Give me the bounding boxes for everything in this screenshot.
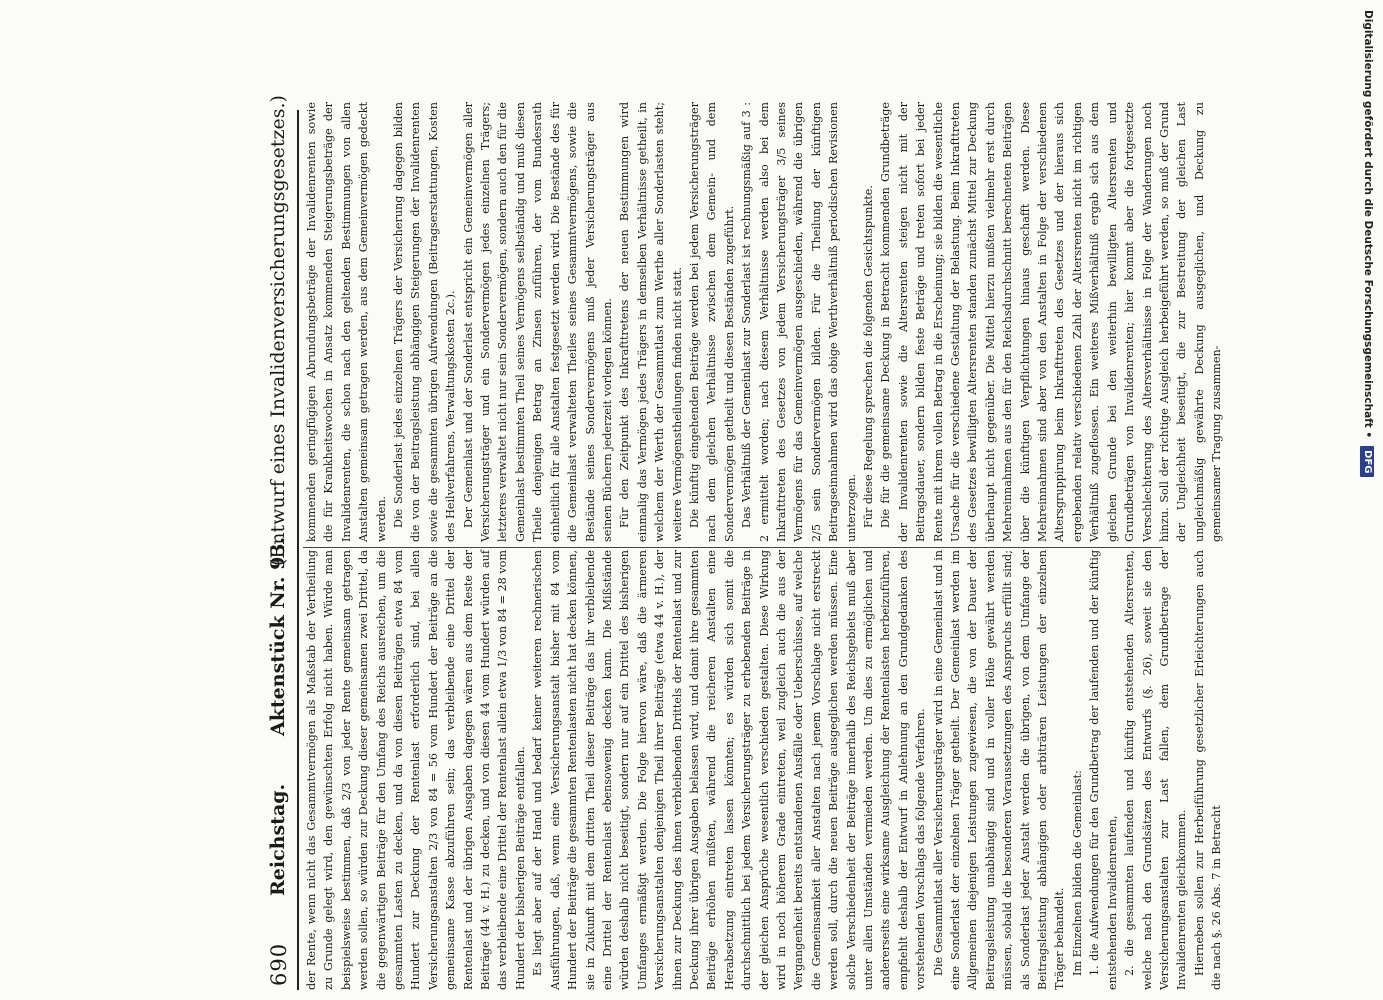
paragraph: Die Gesammtlast aller Versicherungsträger wird in eine Gemeinlast und in eine Sonderlast der einzelnen Träger getheilt. Der Gemeinlast werden im Allgemeinen diejenigen Leistungen zugewiesen, die von der Dauer der Beitragsleistung unabhängig sind und in voller Höhe gewährt werden müssen, sobald die besonderen Voraussetzungen des Anspruchs erfüllt sind; als Sonderlast jeder Anstalt werden die übrigen, von dem Umfange der Beitragsleistung abhängigen oder arbiträren Leistungen der einzelnen Träger behandelt. bbox=[931, 550, 1067, 990]
rotated-page-content bbox=[191, 0, 1224, 1000]
header-right-title: (Entwurf eines Invalidenversicherungsgesetzes.) bbox=[267, 95, 289, 566]
page-header bbox=[267, 95, 295, 986]
header-rule bbox=[297, 110, 299, 990]
paragraph: der Rente, wenn nicht das Gesammtvermögen als Maßstab der Vertheilung zu Grunde gelegt wird, den gewünschten Erfolg nicht haben. Würde man beispielsweise bestimmen, daß 2/3 von jeder Rente gemeinsam getragen werden sollen, so würden zur Deckung dieser gemeinsamen zwei Drittel, da die gegenwärtigen Beiträge für den Umfang des Reichs ausreichen, um die gesammten Lasten zu decken, und da von diesen Beiträgen etwa 84 vom Hundert zur Deckung der Rentenlast erforderlich sind, bei allen Versicherungsanstalten 2/3 von 84 = 56 vom Hundert der Beiträge an die gemeinsame Kasse abzuführen sein; das verbleibende eine Drittel der Rentenlast und der übrigen Ausgaben dagegen wären aus dem Reste der Beiträge (44 v. H.) zu decken, und von diesen 44 vom Hundert würden auf das verbleibende eine Drittel der Rentenlast allein etwa 1/3 von 84 = 28 vom Hundert der bisherigen Beiträge entfallen. bbox=[305, 550, 527, 990]
header-center-title: Aktenstück Nr. 93. bbox=[267, 536, 289, 736]
paragraph: Für den Zeitpunkt des Inkrafttretens der neuen Bestimmungen wird einmalig das Vermögen jedes Trägers in demselben Verhältnisse getheilt, in welchem der Werth der Gesammtlast zum Werthe aller Sonderlasten steht; weitere Vermögenstheilungen finden nicht statt. bbox=[618, 102, 684, 542]
paragraph: Das Verhältniß der Gemeinlast zur Sonderlast ist rechnungsmäßig auf 3 : 2 ermittelt worden; nach diesem Verhältnisse werden also bei dem Inkrafttreten des Gesetzes von jedem Versicherungsträger 3/5 seines Vermögens für das Gemeinvermögen ausgeschieden, während die übrigen 2/5 sein Sondervermögen bilden. Für die Theilung der künftigen Beitragseinnahmen wird das obige Werthverhältniß periodischen Revisionen unterzogen. bbox=[740, 102, 858, 542]
digitization-note bbox=[1358, 10, 1378, 970]
dfg-logo: DFG bbox=[1360, 446, 1374, 477]
left-column bbox=[303, 550, 1224, 990]
page-number: 690 bbox=[267, 942, 291, 986]
paragraph: kommenden geringfügigen Abrundungsbeträge der Invalidenrenten sowie die für Krankheitswochen in Ansatz kommenden Steigerungsbeträge der Invalidenrenten, die schon nach den geltenden Bestimmungen von allen Anstalten gemeinsam getragen werden, aus dem Gemeinvermögen gedeckt werden. bbox=[305, 102, 388, 542]
paragraph: Für diese Regelung sprechen die folgenden Gesichtspunkte. bbox=[862, 185, 875, 528]
paragraph: Im Einzelnen bilden die Gemeinlast: bbox=[1070, 770, 1084, 976]
paragraph: Hierneben sollen zur Herbeiführung gesetzlicher Erleichterungen auch die nach §. 26 Abs. 7 in Betracht bbox=[1192, 550, 1224, 990]
paragraph: Es liegt aber auf der Hand und bedarf keiner weiteren rechnerischen Ausführungen, daß, wenn eine Versicherungsanstalt bisher mit 84 vom Hundert der Beiträge die gesammten Rentenlasten nicht hat decken können, sie in Zukunft mit dem dritten Theil dieser Beiträge das ihr verbleibende eine Drittel der Rentenlast ebensowenig decken kann. Die Mißstände würden deshalb nicht beseitigt, sondern nur auf ein Drittel des bisherigen Umfanges ermäßigt werden. Die Folge hiervon wäre, daß die ärmeren Versicherungsanstalten denjenigen Theil ihrer Beiträge (etwa 44 v. H.), der ihnen zur Deckung des ihnen verbleibenden Drittels der Rentenlast und zur Deckung ihrer übrigen Ausgaben belassen wird, und damit ihre gesammten Beiträge erhöhen müßten, während die reicheren Anstalten eine Herabsetzung eintreten lassen könnten; es würden sich somit die durchschnittlich bei jedem Versicherungsträger zu erhebenden Beiträge in der gleichen Ansprüche wesentlich verschieden gestalten. Diese Wirkung wird in noch höherem Grade eintreten, weil zugleich auch die aus der Vergangenheit bereits entstandenen Ausfälle oder Ueberschüsse, auf welche die Gemeinsamkeit aller Anstalten nach jenem Vorschlage nicht erstreckt werden soll, durch die neuen Beiträge ausgeglichen werden müssen. Eine solche Verschiedenheit der Beiträge innerhalb des Reichsgebiets muß aber unter allen Umständen vermieden werden. Um dies zu ermöglichen und andererseits eine wirksame Ausgleichung der Rentenlasten herbeizuführen, empfiehlt deshalb der Entwurf in Anlehnung an den Grundgedanken des vorstehenden Vorschlags das folgende Verfahren. bbox=[531, 550, 928, 990]
list-item: 1. die Aufwendungen für den Grundbetrag der laufenden und der künftig entstehenden Invalidenrenten, bbox=[1088, 550, 1119, 990]
right-column bbox=[303, 102, 1224, 542]
paragraph: Der Gemeinlast und der Sonderlast entspricht ein Gemeinvermögen aller Versicherungsträger und ein Sondervermögen jedes einzelnen Trägers; letzteres verwaltet nicht nur sein Sondervermögen, sondern auch den für die Gemeinlast bestimmten Theil seines Vermögens selbständig und muß diesen Theile denjenigen Betrag an Zinsen zuführen, der vom Bundesrath einheitlich für alle Anstalten festgesetzt werden wird. Die Bestände des für die Gemeinlast verwalteten Theiles seines Gesammtvermögens, sowie die Bestände seines Sondervermögens muß jeder Versicherungsträger aus seinen Büchern jederzeit vorlegen können. bbox=[461, 102, 614, 542]
paragraph: Die für die gemeinsame Deckung in Betracht kommenden Grundbeträge der Invalidenrenten sowie die Altersrenten steigen nicht mit der Beitragsdauer, sondern bilden feste Beträge und treten sofort bei jeder Rente mit ihrem vollen Betrag in die Erscheinung; sie bilden die wesentliche Ursache für die verschiedene Gestaltung der Belastung. Beim Inkrafttreten des Gesetzes bewilligten Altersrenten standen zunächst Mittel zur Deckung überhaupt nicht gegenüber. Die Mittel hierzu mußten vielmehr erst durch Mehreinnahmen aus den für den Reichsdurchschnitt berechneten Beiträgen über die künftigen Verpflichtungen hinaus geschafft werden. Diese Mehreinnahmen sind aber von den Anstalten in Folge der verschiedenen Altersgruppirung beim Inkrafttreten des Gesetzes und der hieraus sich ergebenden relativ verschiedenen Zahl der Altersrenten nicht im richtigen Verhältniß zugeflossen. Ein weiteres Mißverhältniß ergab sich aus dem gleichen Grunde bei den weiterhin bewilligten Altersrenten und Grundbeträgen von Invalidenrenten; hier kommt aber die fortgesetzte Verschlechterung des Altersverhältnisse in Folge der Wanderungen noch hinzu. Soll der richtige Ausgleich herbeigeführt werden, so muß der Grund der Ungleichheit beseitigt, die zur Bestreitung der gleichen Last ungleichmäßig gewährte Deckung ausgeglichen, und Deckung zu gemeinsamer Tragung zusammen- bbox=[879, 102, 1224, 542]
digitization-note-text bbox=[1358, 10, 1378, 970]
list-item: 2. die gesammten laufenden und künftig entstehenden Altersrenten, welche nach den Grundsätzen des Entwurfs (§. 26), soweit sie den Versicherungsanstalten zur Last fallen, dem Grundbetrage der Invalidenrenten gleichkommen. bbox=[1123, 550, 1189, 990]
column-divider bbox=[303, 547, 1163, 548]
paragraph: Die Sonderlast jedes einzelnen Trägers der Versicherung dagegen bilden die von der Beitragsleistung abhängigen Steigerungen der Invalidenrenten sowie die gesammten übrigen Aufwendungen (Beitragserstattungen, Kosten des Heilverfahrens, Verwaltungskosten 2c.). bbox=[392, 102, 458, 542]
header-left-title: Reichstag. bbox=[267, 783, 289, 896]
funding-text: Digitalisierung gefördert durch die Deutsche Forschungsgemeinschaft • bbox=[1362, 10, 1374, 439]
paragraph: Die künftig eingehenden Beiträge werden bei jedem Versicherungsträger nach dem gleichen Verhältnisse zwischen dem Gemein- und dem Sondervermögen getheilt und diesen Beständen zugeführt. bbox=[687, 102, 736, 542]
